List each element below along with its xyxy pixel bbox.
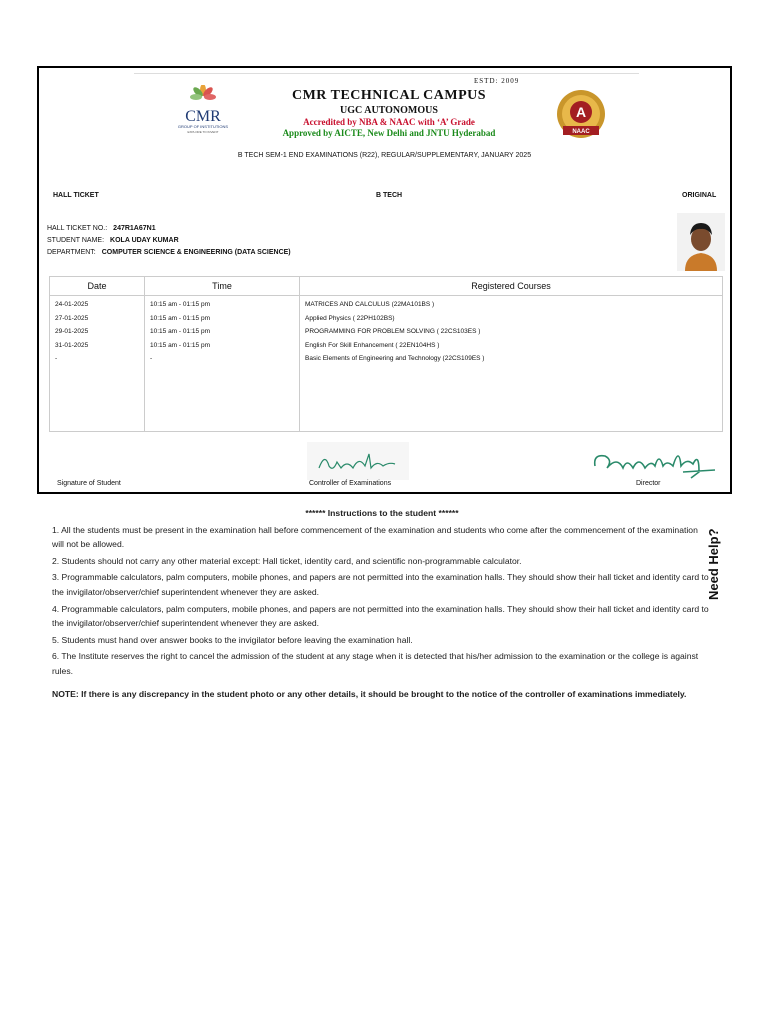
student-name-label: STUDENT NAME: [47, 237, 105, 244]
director-label: Director [636, 480, 661, 487]
accreditation-label: Accredited by NBA & NAAC with ‘A’ Grade [303, 117, 475, 127]
original-label: ORIGINAL [682, 192, 717, 199]
courses-table [49, 276, 723, 432]
autonomous-label: UGC AUTONOMOUS [340, 105, 438, 116]
instruction-item: 1. All the students must be present in the examination hall before commencement of the examination and students who come after the commencement of the examination will not be allowed. [52, 524, 698, 550]
student-photo [677, 213, 725, 271]
table-cell-time: 10:15 am - 01:15 pm [150, 328, 210, 335]
table-body [50, 296, 723, 432]
table-cell-time: 10:15 am - 01:15 pm [150, 341, 210, 349]
college-header [269, 88, 509, 138]
hall-ticket-no: 247R1A67N1 [113, 225, 156, 232]
hall-ticket [37, 66, 732, 494]
instructions [52, 506, 712, 703]
table-cell-date: 31-01-2025 [55, 341, 89, 349]
exam-title: B TECH SEM-1 END EXAMINATIONS (R22), REGULAR/SUPPLEMENTARY, JANUARY 2025 [237, 152, 532, 159]
table-header-row [50, 277, 723, 296]
date-column [50, 296, 145, 432]
naac-label: NAAC [572, 129, 590, 135]
instructions-title: ****** Instructions to the student ****** [305, 508, 459, 518]
table-cell-date: 24-01-2025 [55, 301, 89, 308]
program-label: B TECH [376, 192, 403, 199]
instruction-item: 6. The Institute reserves the right to cancel the admission of the student at any stage when it is detected that his/her admission to the examination or the college is against rules. [52, 651, 699, 676]
hall-ticket-no-label: HALL TICKET NO.: [47, 225, 108, 232]
table-cell-time: - [150, 355, 153, 362]
table-cell-date: 29-01-2025 [55, 328, 89, 335]
student-signature-label: Signature of Student [57, 480, 121, 487]
courses-header: Registered Courses [300, 277, 723, 296]
established-year: ESTD: 2009 [474, 77, 520, 85]
student-name-row [47, 237, 179, 244]
controller-signature [307, 442, 409, 480]
logo-text: CMR [185, 108, 221, 125]
table-cell-course: MATRICES AND CALCULUS (22MA101BS ) [305, 301, 435, 308]
time-column [145, 296, 300, 432]
divider [134, 73, 639, 74]
table-cell-course: Basic Elements of Engineering and Technology (22CS109ES ) [305, 355, 485, 362]
instruction-item: 5. Students must hand over answer books to the invigilator before leaving the examination hall. [52, 634, 413, 645]
hall-ticket-row [47, 225, 156, 232]
naac-grade: A [575, 104, 587, 120]
table-cell-time: 10:15 am - 01:15 pm [150, 301, 210, 308]
courses-column [300, 296, 723, 432]
instruction-item: 2. Students should not carry any other material except: Hall ticket, identity card, and scientific non-programmable calculator. [52, 555, 522, 566]
discrepancy-note: NOTE: If there is any discrepancy in the student photo or any other details, it should be brought to the notice of the controller of examinations immediately. [52, 688, 687, 699]
table-cell-course: PROGRAMMING FOR PROBLEM SOLVING ( 22CS103ES ) [305, 328, 481, 335]
logo-subtext: GROUP OF INSTITUTIONS [177, 124, 229, 129]
department-label: DEPARTMENT: [47, 249, 96, 256]
instruction-item: 4. Programmable calculators, palm computers, mobile phones, and papers are not permitted into the examination halls. They should show their hall ticket and identity card to the invigilator/observer/chief superintendent whenever they are asked. [52, 603, 709, 629]
table-cell-date: - [55, 355, 58, 362]
table-cell-time: 10:15 am - 01:15 pm [150, 314, 210, 322]
department-row [47, 249, 291, 256]
logo-tagline: EXPLORE TO INVENT [187, 130, 219, 134]
student-name: KOLA UDAY KUMAR [110, 237, 179, 244]
college-name: CMR TECHNICAL CAMPUS [291, 88, 487, 103]
table-cell-date: 27-01-2025 [55, 314, 89, 322]
department: COMPUTER SCIENCE & ENGINEERING (DATA SCIENCE) [101, 249, 291, 256]
instruction-item: 3. Programmable calculators, palm computers, mobile phones, and papers are not permitted into the examination halls. They should show their hall ticket and identity card to the invigilator/observer/chief superintendent whenever they are asked. [52, 572, 709, 597]
table-cell-course: English For Skill Enhancement ( 22EN104HS ) [305, 341, 440, 349]
table-cell-course: Applied Physics ( 22PH102BS) [305, 314, 395, 322]
controller-label: Controller of Examinations [309, 480, 392, 487]
date-header: Date [50, 277, 145, 296]
time-header: Time [145, 277, 300, 296]
naac-badge [551, 88, 611, 142]
approval-label: Approved by AICTE, New Delhi and JNTU Hyderabad [282, 128, 496, 138]
need-help-button[interactable]: Need Help? [706, 528, 721, 600]
cmr-logo [169, 85, 237, 135]
director-signature [587, 442, 717, 480]
hall-ticket-label: HALL TICKET [53, 192, 99, 199]
